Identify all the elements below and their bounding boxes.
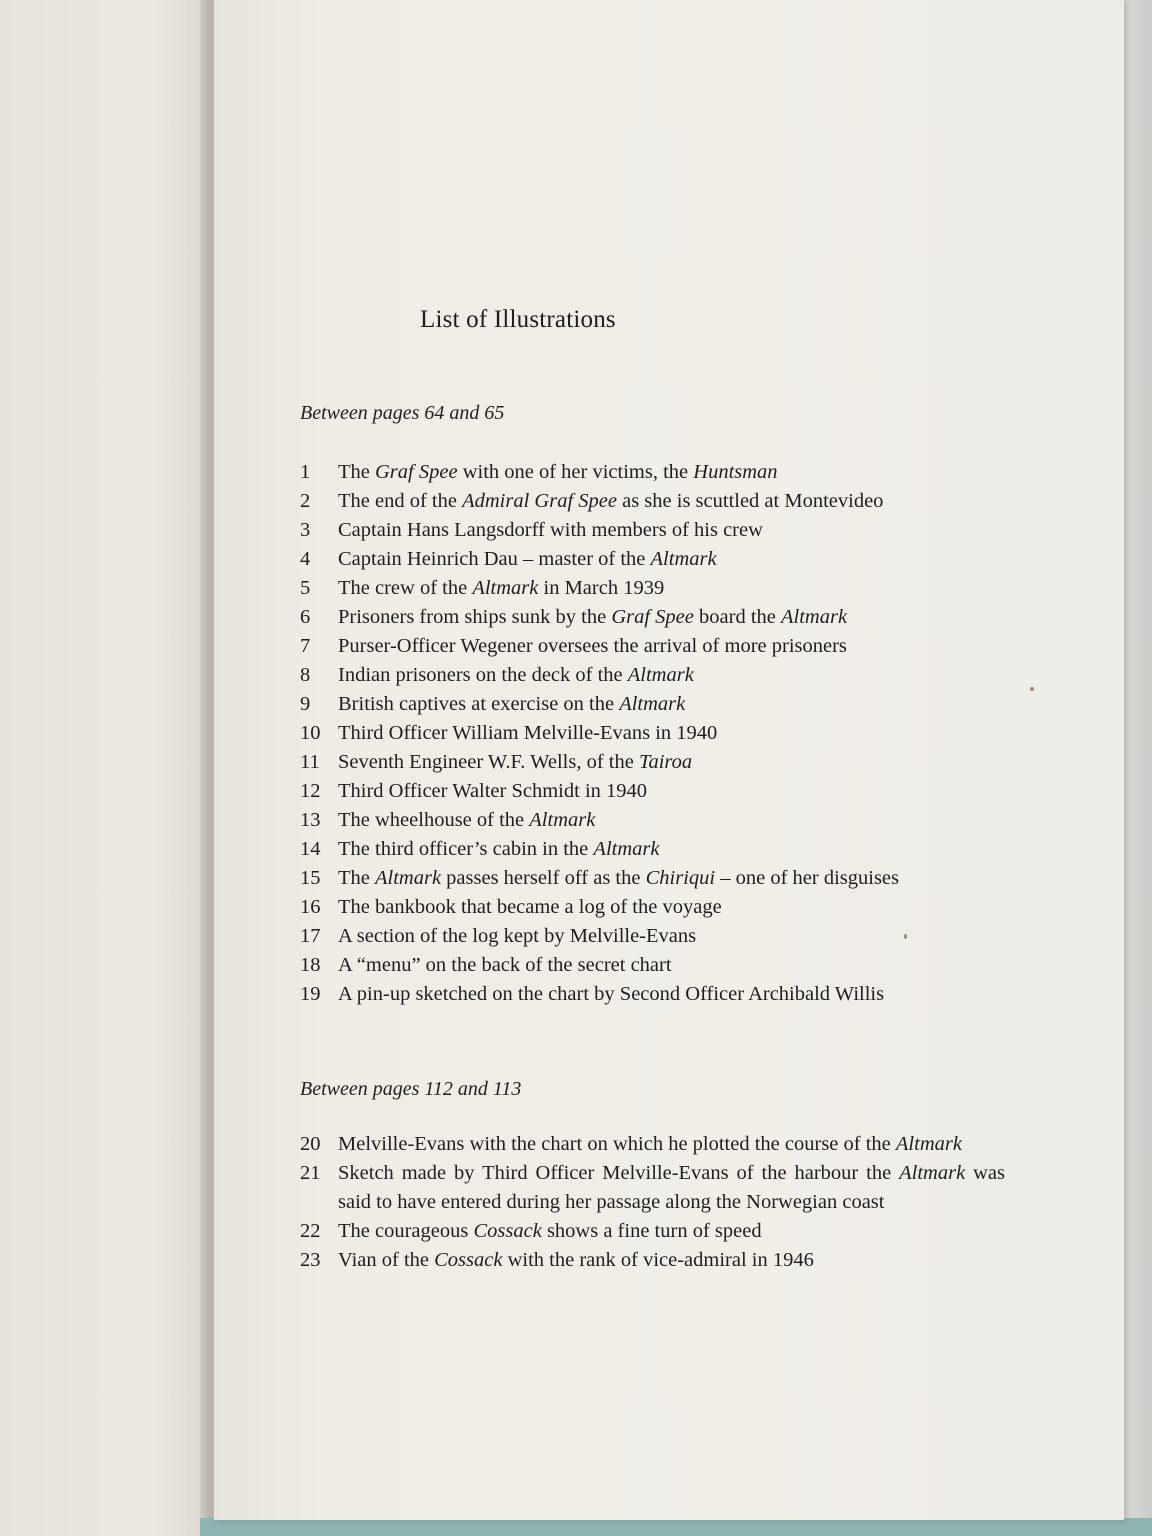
paper-spot [1030, 687, 1034, 691]
illustration-caption [338, 1249, 814, 1271]
illustration-caption [338, 606, 847, 628]
caption-text: with the rank of vice-admiral in 1946 [502, 1249, 814, 1271]
illustration-caption [338, 809, 595, 831]
illustration-item [300, 719, 1005, 748]
illustration-item [300, 1217, 1005, 1246]
illustration-number: 19 [300, 983, 321, 1005]
illustration-item [300, 1246, 1005, 1275]
caption-text: – one of her disguises [715, 867, 900, 889]
illustration-number: 11 [300, 751, 320, 773]
caption-text: Third Officer Walter Schmidt in 1940 [338, 780, 648, 802]
caption-text: Captain Heinrich Dau – master of the [338, 548, 651, 570]
illustration-caption [338, 1162, 1005, 1213]
ship-name: Altmark [895, 1133, 962, 1155]
illustration-number: 22 [300, 1220, 321, 1242]
caption-text: The [338, 867, 375, 889]
caption-text: The courageous [338, 1220, 474, 1242]
caption-text: A “menu” on the back of the secret chart [338, 954, 672, 976]
illustration-number: 7 [300, 635, 311, 657]
caption-text: Sketch made by Third Officer Melville-Evans of the harbour the [338, 1162, 900, 1184]
page-title: List of Illustrations [420, 306, 616, 333]
illustration-item [300, 1159, 1005, 1217]
caption-text: The [338, 461, 375, 483]
caption-text: with one of her victims, the [457, 461, 694, 483]
illustration-caption [338, 722, 717, 744]
illustration-number: 3 [300, 519, 311, 541]
illustration-caption [338, 838, 659, 860]
illustration-number: 5 [300, 577, 311, 599]
illustration-item [300, 806, 1005, 835]
ship-name: Tairoa [638, 751, 693, 773]
illustration-item [300, 922, 1005, 951]
illustration-caption [338, 867, 899, 889]
illustration-caption [338, 461, 778, 483]
illustration-caption [338, 780, 647, 802]
illustration-item [300, 603, 1005, 632]
illustration-number: 23 [300, 1249, 321, 1271]
caption-text: Captain Hans Langsdorff with members of his crew [338, 519, 763, 541]
ship-name: Admiral Graf Spee [462, 490, 617, 512]
ship-name: Altmark [650, 548, 717, 570]
illustration-item [300, 951, 1005, 980]
illustration-item [300, 864, 1005, 893]
illustration-item [300, 980, 1005, 1009]
caption-text: board the [693, 606, 781, 628]
caption-text: A section of the log kept by Melville-Evans [338, 925, 697, 947]
illustration-caption [338, 751, 692, 773]
caption-text: The crew of the [338, 577, 473, 599]
illustration-number: 4 [300, 548, 311, 570]
ship-name: Cossack [473, 1220, 542, 1242]
illustration-number: 18 [300, 954, 321, 976]
ship-name: Huntsman [693, 461, 778, 483]
illustration-number: 15 [300, 867, 321, 889]
illustration-number: 21 [300, 1162, 321, 1184]
caption-text: as she is scuttled at Montevideo [616, 490, 884, 512]
illustration-item [300, 487, 1005, 516]
caption-text: Seventh Engineer W.F. Wells, of the [338, 751, 639, 773]
caption-text: passes herself off as the [441, 867, 646, 889]
caption-text: British captives at exercise on the [338, 693, 620, 715]
caption-text: was said to have entered during her passage along the Norwegian coast [338, 1162, 1005, 1213]
ship-name: Graf Spee [611, 606, 694, 628]
illustration-caption [338, 577, 664, 599]
ship-name: Altmark [619, 693, 686, 715]
illustration-caption [338, 896, 722, 918]
caption-text: The wheelhouse of the [338, 809, 530, 831]
illustration-caption [338, 519, 763, 541]
caption-text: A pin-up sketched on the chart by Second Officer Archibald Willis [338, 983, 885, 1005]
illustration-item [300, 777, 1005, 806]
ship-name: Altmark [472, 577, 539, 599]
illustration-number: 9 [300, 693, 311, 715]
caption-text: The bankbook that became a log of the voyage [338, 896, 722, 918]
illustration-number: 16 [300, 896, 321, 918]
illustration-number: 13 [300, 809, 321, 831]
ship-name: Altmark [529, 809, 596, 831]
illustration-item [300, 574, 1005, 603]
caption-text: Vian of the [338, 1249, 435, 1271]
illustration-number: 1 [300, 461, 311, 483]
ship-name: Altmark [627, 664, 694, 686]
illustration-caption [338, 1220, 762, 1242]
illustration-item [300, 1130, 1005, 1159]
illustration-number: 12 [300, 780, 321, 802]
illustration-item [300, 748, 1005, 777]
illustration-number: 17 [300, 925, 321, 947]
illustration-item [300, 690, 1005, 719]
illustration-item [300, 632, 1005, 661]
caption-text: Prisoners from ships sunk by the [338, 606, 612, 628]
ship-name: Chiriqui [645, 867, 716, 889]
illustration-caption [338, 635, 847, 657]
illustration-list-2 [300, 1130, 1005, 1275]
illustration-caption [338, 548, 717, 570]
illustration-number: 6 [300, 606, 311, 628]
illustration-item [300, 893, 1005, 922]
paper-spot [904, 934, 907, 939]
illustration-caption [338, 954, 672, 976]
caption-text: Third Officer William Melville-Evans in 1940 [338, 722, 718, 744]
section-heading-2: Between pages 112 and 113 [300, 1078, 522, 1100]
caption-text: in March 1939 [538, 577, 665, 599]
left-facing-page [0, 0, 212, 1536]
caption-text: The end of the [338, 490, 463, 512]
illustration-caption [338, 983, 884, 1005]
illustration-item [300, 835, 1005, 864]
caption-text: shows a fine turn of speed [541, 1220, 762, 1242]
illustration-item [300, 545, 1005, 574]
caption-text: Indian prisoners on the deck of the [338, 664, 628, 686]
ship-name: Cossack [434, 1249, 503, 1271]
caption-text: The third officer’s cabin in the [338, 838, 594, 860]
ship-name: Altmark [781, 606, 848, 628]
caption-text: Melville-Evans with the chart on which he plotted the course of the [338, 1133, 896, 1155]
illustration-number: 10 [300, 722, 321, 744]
ship-name: Altmark [593, 838, 660, 860]
section-heading-1: Between pages 64 and 65 [300, 402, 505, 424]
ship-name: Graf Spee [375, 461, 458, 483]
illustration-caption [338, 693, 685, 715]
illustration-caption [338, 664, 694, 686]
illustration-caption [338, 1133, 962, 1155]
illustration-number: 8 [300, 664, 311, 686]
book-cover-strip [200, 1518, 1152, 1536]
caption-text: Purser-Officer Wegener oversees the arrival of more prisoners [338, 635, 847, 657]
ship-name: Altmark [375, 867, 442, 889]
illustration-item [300, 661, 1005, 690]
illustration-list-1 [300, 458, 1005, 1009]
page-edge [1124, 0, 1152, 1520]
ship-name: Altmark [899, 1162, 966, 1184]
illustration-caption [338, 490, 883, 512]
illustration-item [300, 516, 1005, 545]
illustration-item [300, 458, 1005, 487]
illustration-number: 20 [300, 1133, 321, 1155]
illustration-caption [338, 925, 696, 947]
illustration-number: 2 [300, 490, 311, 512]
illustration-number: 14 [300, 838, 321, 860]
